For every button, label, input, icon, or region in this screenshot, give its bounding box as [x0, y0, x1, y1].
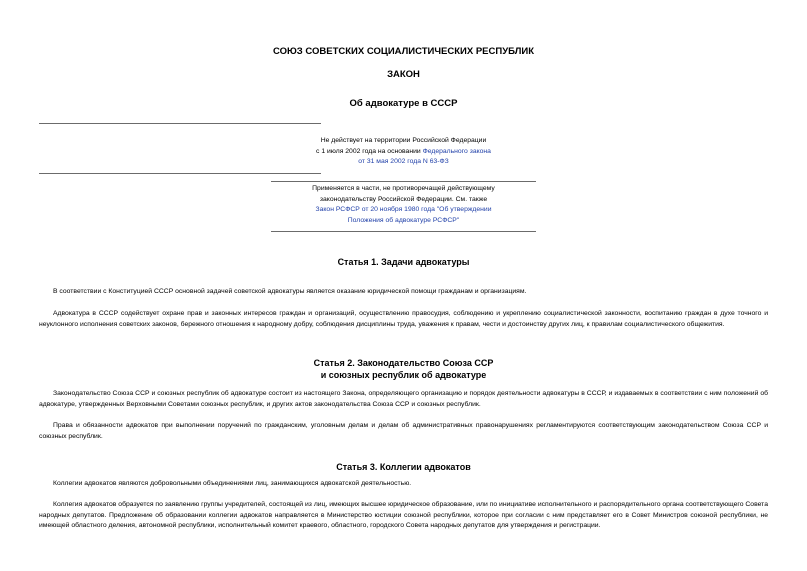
note1-line2 — [250, 147, 557, 158]
rsfsr-regulation-link[interactable]: Положения об адвокатуре РСФСР" — [347, 216, 460, 224]
article3-paragraph2: Коллегия адвокатов образуется по заявлению группы учредителей, состоящей из лиц, имеющих высшее юридическое образование, или по инициативе исполнительного и распорядительного органа соответствующего Совета народных депутатов. Предложение об образовании коллегии адвокатов направляется в Министерство юстиции союзной республики, которое при согласии с ним представляет его в Совет Министров союзной республики, не имеющей областного деления, автономной республики, исполнительный комитет краевого, областного, городского Совета народных депутатов для утверждения и регистрации. — [39, 501, 768, 529]
article3-paragraph1: Коллегии адвокатов являются добровольными объединениями лиц, занимающихся адвокатской деятельностью. — [53, 480, 412, 487]
note2-top-rule — [271, 181, 536, 182]
article1-title: Статья 1. Задачи адвокатуры — [337, 257, 470, 267]
note1-bottom-rule — [39, 173, 321, 174]
article2-title — [0, 357, 807, 381]
article1-paragraph1: В соответствии с Конституцией СССР основной задачей советской адвокатуры является оказание юридической помощи гражданам и организациям. — [53, 288, 527, 295]
rsfsr-law-link[interactable]: Закон РСФСР от 20 ноября 1980 года "Об утверждении — [315, 206, 492, 213]
federal-law-link[interactable]: Федерального закона — [422, 147, 491, 155]
doc-type-heading: ЗАКОН — [387, 69, 420, 80]
law-title: Об адвокатуре в СССР — [349, 98, 458, 109]
article2-title-line2: и союзных республик об адвокатуре — [320, 370, 487, 380]
article1-paragraph2: Адвокатура в СССР содействует охране прав и законных интересов граждан и организаций, осуществлению правосудия, соблюдению и укреплению социалистической законности, воспитанию граждан в духе точного и неуклонного исполнения советских законов, бережного отношения к народному добру, соблюдения дисциплины труда, уважения к правам, чести и достоинству других лиц, к правилам социалистического общежития. — [39, 310, 768, 328]
federal-law-date-link[interactable]: от 31 мая 2002 года N 63-ФЗ — [358, 158, 449, 165]
note1-block — [250, 136, 557, 168]
note1-line1: Не действует на территории Российской Федерации — [320, 137, 487, 144]
article2-title-line1: Статья 2. Законодательство Союза ССР — [313, 358, 494, 368]
note1-top-rule — [39, 123, 321, 124]
note2-line1: Применяется в части, не противоречащей действующему — [312, 185, 495, 192]
note1-line2-text: с 1 июля 2002 года на основании — [316, 147, 423, 155]
article2-paragraph1: Законодательство Союза ССР и союзных республик об адвокатуре состоит из настоящего Закона, определяющего организацию и порядок деятельности адвокатуры в СССР, и издаваемых в соответствии с ним положений об адвокатуре, утвержденных Верховными Советами союзных республик, и других актов законодательства Союза ССР и союзных республик. — [39, 390, 768, 408]
note2-line2: законодательству Российской Федерации. См. также — [319, 195, 488, 203]
article3-title: Статья 3. Коллегии адвокатов — [336, 462, 471, 472]
article2-paragraph2: Права и обязанности адвокатов при выполнении поручений по гражданским, уголовным делам и делам об административных правонарушениях регламентируются соответствующим законодательством Союза ССР и союзных республик. — [39, 422, 768, 440]
note2-block — [250, 184, 557, 226]
note2-bottom-rule — [271, 231, 536, 232]
union-heading: СОЮЗ СОВЕТСКИХ СОЦИАЛИСТИЧЕСКИХ РЕСПУБЛИК — [272, 46, 534, 57]
